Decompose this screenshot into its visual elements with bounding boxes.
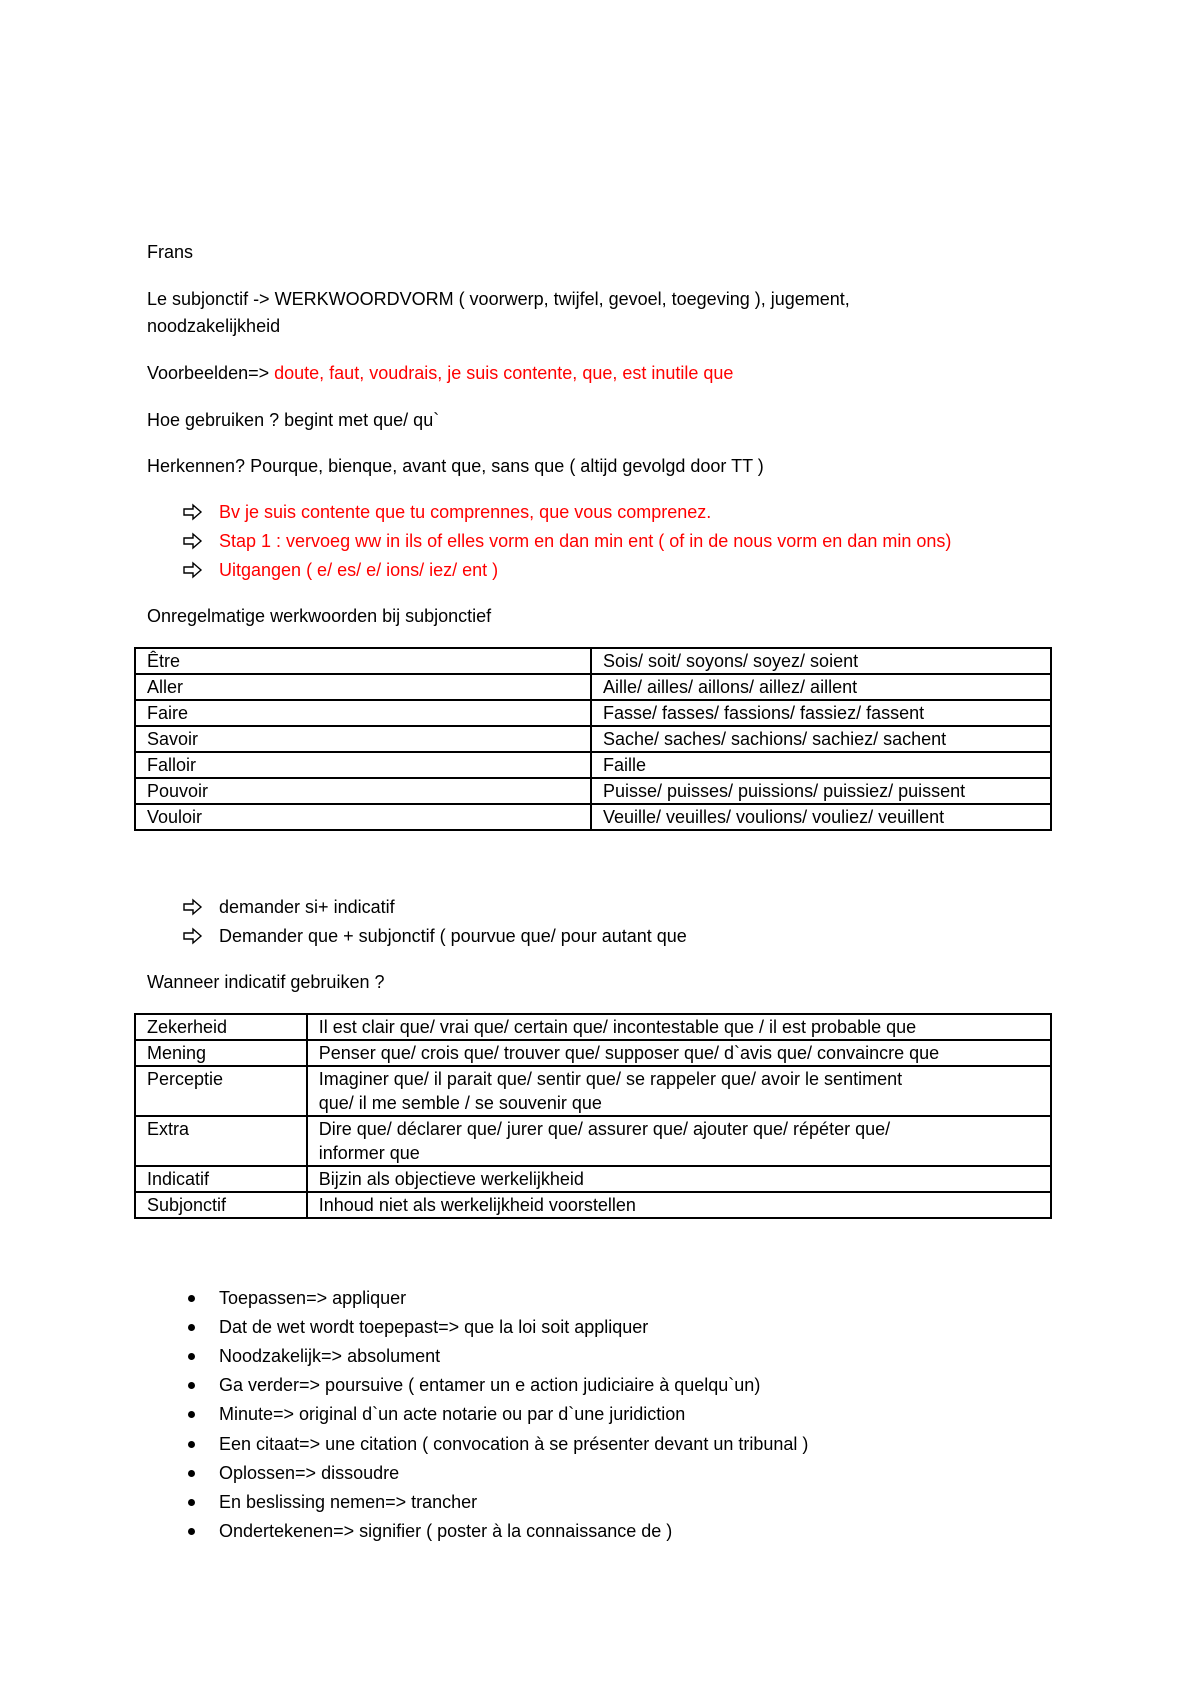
vocab-text: Dat de wet wordt toepepast=> que la loi soit appliquer: [219, 1317, 649, 1337]
label-cell: Mening: [135, 1040, 307, 1066]
verb-cell: Être: [135, 648, 591, 674]
intro-line-2: noodzakelijkheid: [147, 316, 281, 336]
vocab-text: Ga verder=> poursuive ( entamer un e action judiciaire à quelqu`un): [219, 1375, 761, 1395]
table-row: [135, 752, 1051, 778]
outline-right-arrow-icon: [182, 558, 204, 582]
step-text: Uitgangen ( e/ es/ e/ ions/ iez/ ent ): [219, 560, 499, 580]
verb-cell: Faire: [135, 700, 591, 726]
usage-paragraph: Hoe gebruiken ? begint met que/ qu`: [147, 410, 440, 430]
verb-cell: Vouloir: [135, 804, 591, 830]
vocab-text: Toepassen=> appliquer: [219, 1288, 407, 1308]
round-bullet-icon: [188, 1470, 195, 1477]
examples-label: Voorbeelden=>: [147, 363, 275, 383]
forms-cell: Sois/ soit/ soyons/ soyez/ soient: [591, 648, 1051, 674]
demander-text: Demander que + subjonctif ( pourvue que/ pour autant que: [219, 926, 687, 946]
outline-right-arrow-icon: [182, 500, 204, 524]
table-row: [135, 1166, 1051, 1192]
step-text: Bv je suis contente que tu comprennes, que vous comprenez.: [219, 502, 712, 522]
vocab-text: Noodzakelijk=> absolument: [219, 1346, 441, 1366]
text-cell: Penser que/ crois que/ trouver que/ supposer que/ d`avis que/ convaincre que: [307, 1040, 1051, 1066]
label-cell: Zekerheid: [135, 1014, 307, 1040]
table-row: [135, 726, 1051, 752]
text-line: Imaginer que/ il parait que/ sentir que/ se rappeler que/ avoir le sentiment: [318, 1069, 903, 1089]
text-cell: Bijzin als objectieve werkelijkheid: [307, 1166, 1051, 1192]
doc-title: Frans: [147, 242, 194, 262]
table-row: [135, 700, 1051, 726]
forms-cell: Veuille/ veuilles/ voulions/ vouliez/ veuillent: [591, 804, 1051, 830]
table-row: [135, 804, 1051, 830]
text-line: que/ il me semble / se souvenir que: [318, 1093, 602, 1113]
label-cell: Indicatif: [135, 1166, 307, 1192]
irregular-verbs-table: [134, 647, 1052, 831]
verb-cell: Savoir: [135, 726, 591, 752]
indicatif-table: [134, 1013, 1052, 1219]
label-cell: Perceptie: [135, 1066, 307, 1116]
recognize-paragraph: Herkennen? Pourque, bienque, avant que, sans que ( altijd gevolgd door TT ): [147, 456, 764, 476]
vocab-text: En beslissing nemen=> trancher: [219, 1492, 478, 1512]
table-row: [135, 648, 1051, 674]
round-bullet-icon: [188, 1441, 195, 1448]
indicatif-heading: Wanneer indicatif gebruiken ?: [147, 972, 385, 992]
table-row: [135, 1192, 1051, 1218]
forms-cell: Faille: [591, 752, 1051, 778]
label-cell: Extra: [135, 1116, 307, 1166]
round-bullet-icon: [188, 1382, 195, 1389]
text-cell: [307, 1066, 1051, 1116]
forms-cell: Puisse/ puisses/ puissions/ puissiez/ puissent: [591, 778, 1051, 804]
outline-right-arrow-icon: [182, 924, 204, 948]
round-bullet-icon: [188, 1295, 195, 1302]
table-row: [135, 674, 1051, 700]
vocab-text: Oplossen=> dissoudre: [219, 1463, 400, 1483]
examples-paragraph: [147, 361, 733, 385]
outline-right-arrow-icon: [182, 529, 204, 553]
verb-cell: Aller: [135, 674, 591, 700]
text-line: informer que: [318, 1143, 420, 1163]
outline-right-arrow-icon: [182, 895, 204, 919]
intro-line-1: Le subjonctif -> WERKWOORDVORM ( voorwerp, twijfel, gevoel, toegeving ), jugement,: [147, 289, 850, 309]
examples-text: doute, faut, voudrais, je suis contente, que, est inutile que: [274, 363, 734, 383]
forms-cell: Sache/ saches/ sachions/ sachiez/ sachent: [591, 726, 1051, 752]
round-bullet-icon: [188, 1528, 195, 1535]
text-cell: Il est clair que/ vrai que/ certain que/ incontestable que / il est probable que: [307, 1014, 1051, 1040]
table-row: [135, 778, 1051, 804]
irregular-heading: Onregelmatige werkwoorden bij subjonctief: [147, 606, 492, 626]
step-text: Stap 1 : vervoeg ww in ils of elles vorm en dan min ent ( of in de nous vorm en dan min ons): [219, 531, 952, 551]
verb-cell: Falloir: [135, 752, 591, 778]
round-bullet-icon: [188, 1499, 195, 1506]
round-bullet-icon: [188, 1411, 195, 1418]
vocab-text: Ondertekenen=> signifier ( poster à la connaissance de ): [219, 1521, 673, 1541]
text-cell: [307, 1116, 1051, 1166]
table-row: [135, 1066, 1051, 1116]
vocab-text: Minute=> original d`un acte notarie ou par d`une juridiction: [219, 1404, 686, 1424]
table-row: [135, 1040, 1051, 1066]
round-bullet-icon: [188, 1324, 195, 1331]
table-row: [135, 1014, 1051, 1040]
label-cell: Subjonctif: [135, 1192, 307, 1218]
demander-text: demander si+ indicatif: [219, 897, 395, 917]
forms-cell: Aille/ ailles/ aillons/ aillez/ aillent: [591, 674, 1051, 700]
verb-cell: Pouvoir: [135, 778, 591, 804]
forms-cell: Fasse/ fasses/ fassions/ fassiez/ fassent: [591, 700, 1051, 726]
round-bullet-icon: [188, 1353, 195, 1360]
text-cell: Inhoud niet als werkelijkheid voorstellen: [307, 1192, 1051, 1218]
text-line: Dire que/ déclarer que/ jurer que/ assurer que/ ajouter que/ répéter que/: [318, 1119, 891, 1139]
table-row: [135, 1116, 1051, 1166]
vocab-text: Een citaat=> une citation ( convocation à se présenter devant un tribunal ): [219, 1434, 809, 1454]
